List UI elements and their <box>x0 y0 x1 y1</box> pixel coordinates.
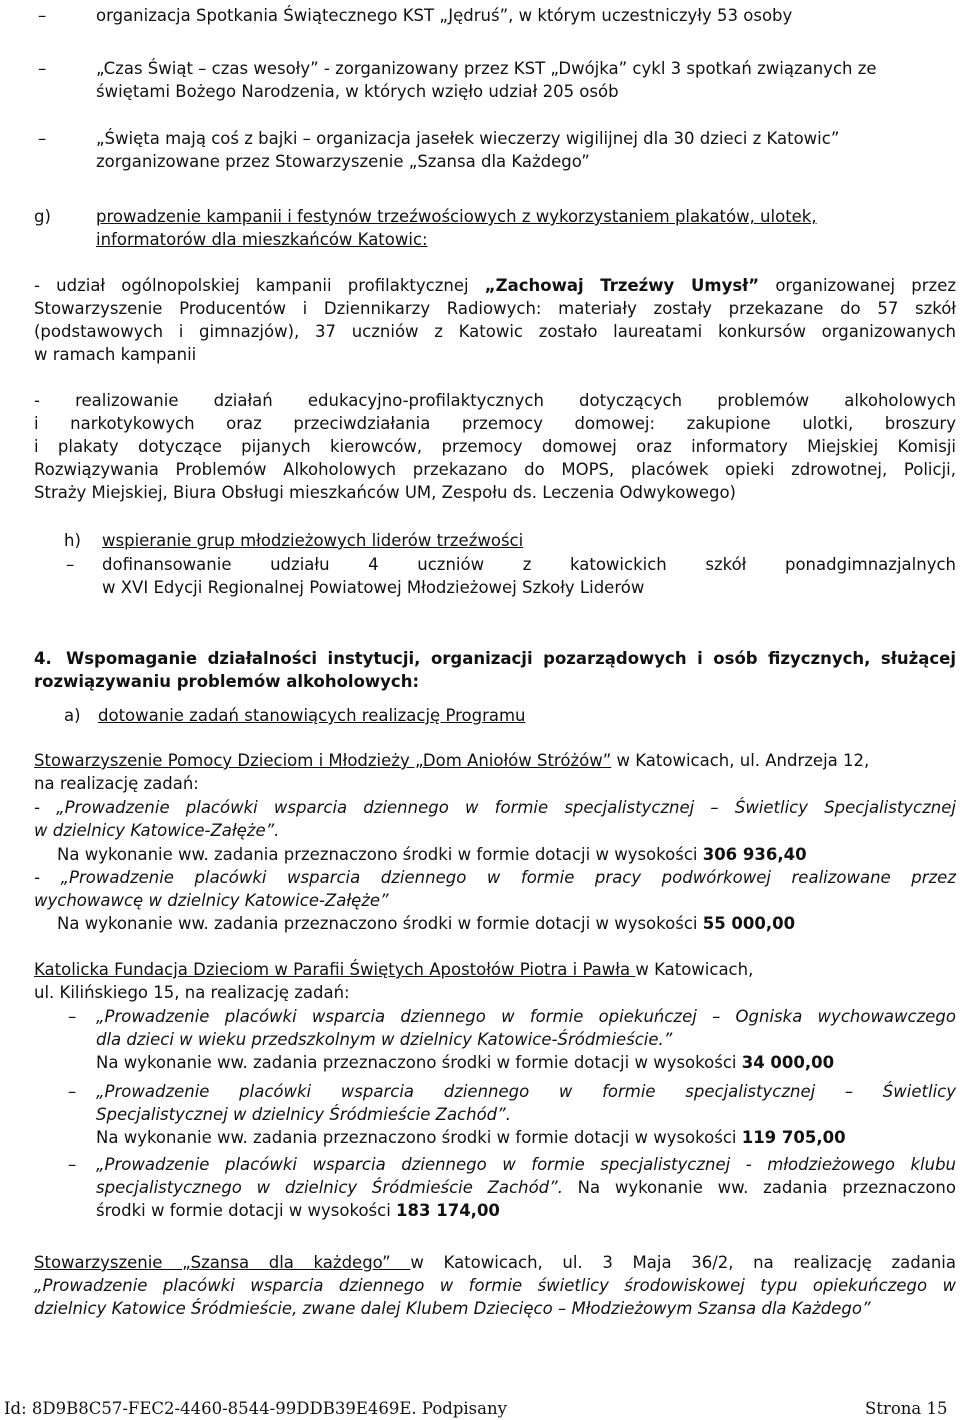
paragraph-line: i narkotykowych oraz przeciwdziałania przemocy domowej: zakupione ulotki, broszury <box>34 414 956 433</box>
list-marker: a) <box>64 706 81 725</box>
list-marker: g) <box>34 207 51 226</box>
organization-name: Stowarzyszenie „Szansa dla każdego” <box>34 1253 411 1272</box>
dash-marker: – <box>68 1155 77 1174</box>
paragraph-line: na realizację zadań: <box>34 774 199 793</box>
task-title: „Prowadzenie placówki wsparcia dziennego w formie opiekuńczej – Ogniska wychowawczego <box>96 1007 956 1026</box>
funding-text: Na wykonanie ww. zadania przeznaczono <box>577 1178 956 1197</box>
funding-text: Na wykonanie ww. zadania przeznaczono środki w formie dotacji w wysokości <box>57 845 703 864</box>
task-title: „Prowadzenie placówki wsparcia dziennego w formie świetlicy środowiskowej typu opiekuńczego w <box>34 1276 956 1295</box>
organization-name: Katolicka Fundacja Dzieciom w Parafii Świętych Apostołów Piotra i Pawła <box>34 960 636 979</box>
paragraph-line: - realizowanie działań edukacyjno-profilaktycznych dotyczących problemów alkoholowych <box>34 391 956 410</box>
task-title: w dzielnicy Katowice-Załęże”. <box>34 821 280 840</box>
task-title: wychowawcę w dzielnicy Katowice-Załęże” <box>34 891 389 910</box>
dash-marker: – <box>38 6 47 25</box>
section-heading: wspieranie grup młodzieżowych liderów trzeźwości <box>102 531 524 550</box>
organization-name: Stowarzyszenie Pomocy Dzieciom i Młodzieży „Dom Aniołów Stróżów” <box>34 751 612 770</box>
dash-marker: – <box>68 1007 77 1026</box>
list-item: „Święta mają coś z bajki – organizacja jasełek wieczerzy wigilijnej dla 30 dzieci z Katowic” <box>96 129 840 148</box>
funding-amount: 306 936,40 <box>702 845 807 864</box>
dash-marker: – <box>38 129 47 148</box>
paragraph-line: i plakaty dotyczące pijanych kierowców, przemocy domowej oraz informatory Miejskiej Komisji <box>34 437 956 456</box>
list-item: w XVI Edycji Regionalnej Powiatowej Młodzieżowej Szkoły Liderów <box>102 578 645 597</box>
task-title: „Prowadzenie placówki wsparcia dziennego w formie specjalistycznej – Świetlicy <box>96 1082 956 1101</box>
list-item: świętami Bożego Narodzenia, w których wzięło udział 205 osób <box>96 82 619 101</box>
paragraph-line: (podstawowych i gimnazjów), 37 uczniów z Katowic zostało laureatami konkursów organizowanych <box>34 322 956 341</box>
dash-marker: – <box>66 555 75 574</box>
dash-marker: – <box>68 1082 77 1101</box>
paragraph-line: w ramach kampanii <box>34 345 197 364</box>
section-number: 4. <box>34 649 52 668</box>
campaign-name: „Zachowaj Trzeźwy Umysł” <box>484 276 760 295</box>
paragraph-line: Rozwiązywania Problemów Alkoholowych przekazano do MOPS, placówek opieki zdrowotnej, Policji, <box>34 460 956 479</box>
document-id: Id: 8D9B8C57-FEC2-4460-8544-99DDB39E469E. Podpisany <box>4 1399 507 1418</box>
paragraph-text: - udział ogólnopolskiej kampanii profilaktycznej <box>34 276 469 295</box>
paragraph-line: ul. Kilińskiego 15, na realizację zadań: <box>34 983 350 1002</box>
list-item: dofinansowanie udziału 4 uczniów z katowickich szkół ponadgimnazjalnych <box>102 555 956 574</box>
funding-text: Na wykonanie ww. zadania przeznaczono środki w formie dotacji w wysokości <box>96 1128 742 1147</box>
section-heading: informatorów dla mieszkańców Katowic: <box>96 230 428 249</box>
task-title: specjalistycznego w dzielnicy Śródmieście Zachód”. <box>96 1178 563 1197</box>
section-title: rozwiązywaniu problemów alkoholowych: <box>34 672 420 691</box>
section-heading: dotowanie zadań stanowiących realizację Programu <box>98 706 526 725</box>
paragraph-line: Straży Miejskiej, Biura Obsługi mieszkańców UM, Zespołu ds. Leczenia Odwykowego) <box>34 483 736 502</box>
funding-text: Na wykonanie ww. zadania przeznaczono środki w formie dotacji w wysokości <box>57 914 703 933</box>
funding-text: Na wykonanie ww. zadania przeznaczono środki w formie dotacji w wysokości <box>96 1053 742 1072</box>
list-item: „Czas Świąt – czas wesoły” - zorganizowany przez KST „Dwójka” cykl 3 spotkań związanych ze <box>96 59 877 78</box>
page-number: Strona 15 <box>865 1399 948 1418</box>
organization-address: w Katowicach, <box>635 960 754 979</box>
organization-address: w Katowicach, ul. 3 Maja 36/2, na realizację zadania <box>410 1253 956 1272</box>
funding-amount: 119 705,00 <box>741 1128 846 1147</box>
funding-amount: 183 174,00 <box>396 1201 500 1220</box>
task-title: dzielnicy Katowice Śródmieście, zwane dalej Klubem Dziecięco – Młodzieżowym Szansa dla Każdego” <box>34 1299 871 1318</box>
section-heading: prowadzenie kampanii i festynów trzeźwościowych z wykorzystaniem plakatów, ulotek, <box>96 207 817 226</box>
funding-amount: 34 000,00 <box>741 1053 835 1072</box>
list-marker: h) <box>64 531 81 550</box>
organization-address: w Katowicach, ul. Andrzeja 12, <box>611 751 870 770</box>
dash-marker: – <box>38 59 47 78</box>
list-item: organizacja Spotkania Świątecznego KST „Jędruś”, w którym uczestniczyły 53 osoby <box>96 6 793 25</box>
task-title: dla dzieci w wieku przedszkolnym w dzielnicy Katowice-Śródmieście.” <box>96 1030 673 1049</box>
section-title: Wspomaganie działalności instytucji, organizacji pozarządowych i osób fizycznych, służącej <box>66 649 956 668</box>
task-title: „Prowadzenie placówki wsparcia dziennego w formie specjalistycznej - młodzieżowego klubu <box>96 1155 956 1174</box>
funding-amount: 55 000,00 <box>702 914 796 933</box>
task-title: - „Prowadzenie placówki wsparcia dziennego w formie specjalistycznej – Świetlicy Specjalistycznej <box>34 798 956 817</box>
task-title: Specjalistycznej w dzielnicy Śródmieście Zachód”. <box>96 1105 511 1124</box>
paragraph-text: organizowanej przez <box>775 276 957 295</box>
paragraph-line: Stowarzyszenie Producentów i Dziennikarzy Radiowych: materiały zostały przekazane do 57 szkół <box>34 299 956 318</box>
list-item: zorganizowane przez Stowarzyszenie „Szansa dla Każdego” <box>96 152 590 171</box>
funding-text: środki w formie dotacji w wysokości <box>96 1201 397 1220</box>
task-title: - „Prowadzenie placówki wsparcia dziennego w formie pracy podwórkowej realizowane przez <box>34 868 956 887</box>
